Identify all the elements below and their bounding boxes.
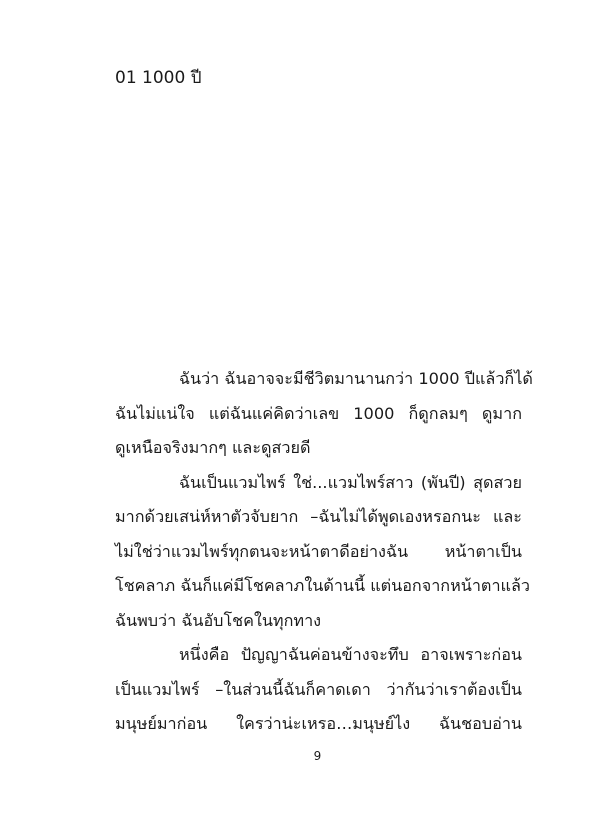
paragraph-2-line-3: ไม่ใช่ว่าแวมไพร์ทุกตนจะหน้าตาดีอย่างฉัน หน้าตาเป็น: [115, 541, 522, 561]
paragraph-3-line-1: หนึ่งคือ ปัญญาฉันค่อนข้างจะทึบ อาจเพราะก่อน: [179, 645, 522, 664]
paragraph-2-line-2: มากด้วยเสน่ห์หาตัวจับยาก –ฉันไม่ได้พูดเองหรอกนะ และ: [115, 507, 522, 526]
paragraph-1-line-1: ฉันว่า ฉันอาจจะมีชีวิตมานานกว่า 1000 ปีแล้วก็ได้: [179, 369, 533, 388]
body-text: [115, 362, 533, 742]
paragraph-2-line-4: โชคลาภ ฉันก็แค่มีโชคลาภในด้านนี้ แต่นอกจากหน้าตาแล้ว: [115, 576, 530, 595]
paragraph-3-line-3: มนุษย์มาก่อน ใครว่าน่ะเหรอ…มนุษย์ไง ฉันชอบอ่าน: [115, 714, 522, 733]
paragraph-2-line-1: ฉันเป็นแวมไพร์ ใช่...แวมไพร์สาว (พันปี) สุดสวย: [179, 472, 522, 492]
paragraph-1-line-2: ฉันไม่แน่ใจ แต่ฉันแค่คิดว่าเลข 1000 ก็ดูกลมๆ ดูมาก: [115, 403, 522, 423]
chapter-title: 01 1000 ปี: [115, 68, 202, 88]
paragraph-1-line-3: ดูเหนือจริงมากๆ และดูสวยดี: [115, 438, 311, 457]
paragraph-2-line-5: ฉันพบว่า ฉันอับโชคในทุกทาง: [115, 610, 322, 630]
page-number: 9: [313, 749, 322, 763]
paragraph-3-line-2: เป็นแวมไพร์ –ในส่วนนี้ฉันก็คาดเดา ว่ากันว่าเราต้องเป็น: [115, 679, 522, 699]
